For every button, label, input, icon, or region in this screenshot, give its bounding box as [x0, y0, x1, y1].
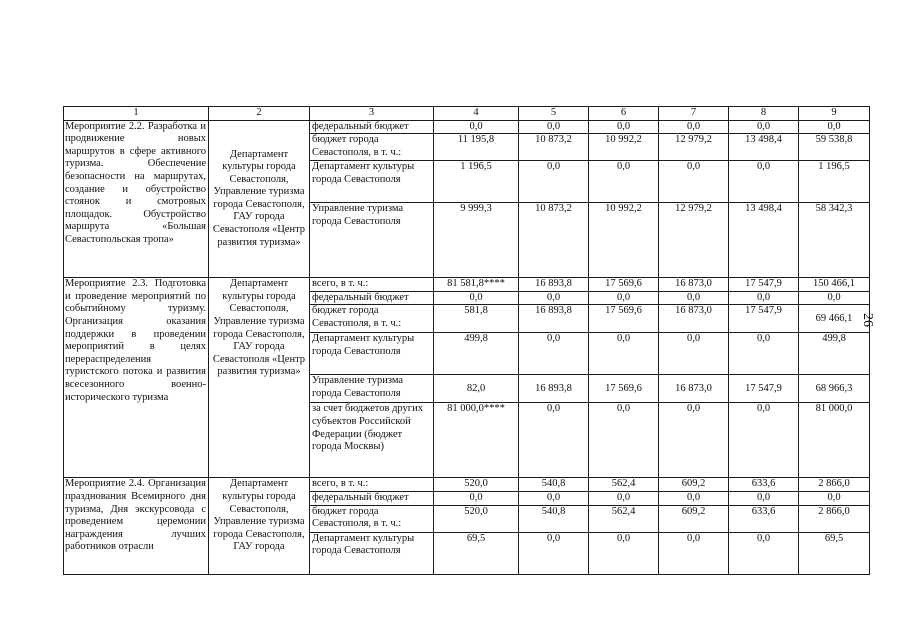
value-cell: 69 466,1 [799, 305, 870, 333]
value-cell: 0,0 [729, 532, 799, 574]
value-cell: 81 581,8**** [434, 278, 519, 292]
header-cell: 2 [209, 107, 310, 121]
funding-source: всего, в т. ч.: [310, 278, 434, 292]
value-cell: 0,0 [589, 491, 659, 505]
table-row [64, 478, 870, 492]
value-cell: 0,0 [434, 291, 519, 305]
value-cell: 0,0 [589, 403, 659, 478]
funding-source: Департамент культуры города Севастополя [310, 532, 434, 574]
value-cell: 2 866,0 [799, 505, 870, 532]
value-cell: 581,8 [434, 305, 519, 333]
value-cell: 12 979,2 [659, 203, 729, 278]
value-cell: 13 498,4 [729, 134, 799, 161]
value-cell: 0,0 [589, 291, 659, 305]
value-cell: 633,6 [729, 478, 799, 492]
header-cell: 4 [434, 107, 519, 121]
value-cell: 609,2 [659, 478, 729, 492]
value-cell: 0,0 [659, 120, 729, 134]
funding-source: федеральный бюджет [310, 120, 434, 134]
value-cell: 9 999,3 [434, 203, 519, 278]
value-cell: 13 498,4 [729, 203, 799, 278]
value-cell: 0,0 [519, 333, 589, 375]
funding-source: бюджет города Севастополя, в т. ч.: [310, 305, 434, 333]
value-cell: 69,5 [434, 532, 519, 574]
value-cell: 0,0 [434, 491, 519, 505]
value-cell: 11 195,8 [434, 134, 519, 161]
value-cell: 10 992,2 [589, 134, 659, 161]
measure-2-4-executor: Департамент культуры города Севастополя, Управление туризма города Севастополя, ГАУ города [209, 478, 310, 574]
table-row [64, 278, 870, 292]
header-cell: 9 [799, 107, 870, 121]
funding-source: за счет бюджетов других субъектов Российской Федерации (бюджет города Москвы) [310, 403, 434, 478]
value-cell: 0,0 [659, 403, 729, 478]
value-cell: 0,0 [589, 120, 659, 134]
value-cell: 16 873,0 [659, 305, 729, 333]
value-cell: 0,0 [434, 120, 519, 134]
value-cell: 17 547,9 [729, 375, 799, 403]
value-cell: 0,0 [589, 333, 659, 375]
header-row [64, 107, 870, 121]
value-cell: 0,0 [729, 291, 799, 305]
budget-table [63, 106, 870, 575]
measure-2-2-executor: Департамент культуры города Севастополя, Управление туризма города Севастополя, ГАУ города Севастополя «Центр развития туризма» [209, 120, 310, 278]
header-cell: 5 [519, 107, 589, 121]
funding-source: бюджет города Севастополя, в т. ч.: [310, 134, 434, 161]
value-cell: 0,0 [729, 403, 799, 478]
value-cell: 540,8 [519, 478, 589, 492]
value-cell: 16 893,8 [519, 375, 589, 403]
header-cell: 3 [310, 107, 434, 121]
value-cell: 0,0 [519, 491, 589, 505]
value-cell: 17 569,6 [589, 278, 659, 292]
header-cell: 6 [589, 107, 659, 121]
funding-source: Департамент культуры города Севастополя [310, 333, 434, 375]
value-cell: 58 342,3 [799, 203, 870, 278]
value-cell: 0,0 [519, 161, 589, 203]
value-cell: 609,2 [659, 505, 729, 532]
value-cell: 520,0 [434, 505, 519, 532]
measure-2-3-executor: Департамент культуры города Севастополя, Управление туризма города Севастополя, ГАУ города Севастополя «Центр развития туризма» [209, 278, 310, 478]
value-cell: 81 000,0 [799, 403, 870, 478]
value-cell: 17 569,6 [589, 305, 659, 333]
value-cell: 0,0 [729, 161, 799, 203]
measure-2-4-title: Мероприятие 2.4. Организация празднования Всемирного дня туризма, Дня экскурсовода с проведением церемонии награждения лучших работников отрасли [64, 478, 209, 574]
measure-2-3-title: Мероприятие 2.3. Подготовка и проведение мероприятий по событийному туризму. Организация оказания поддержки в проведении мероприятий в целях перераспределения туристского потока и развития всесезонного военно-исторического туризма [64, 278, 209, 478]
value-cell: 0,0 [729, 120, 799, 134]
value-cell: 0,0 [519, 532, 589, 574]
value-cell: 562,4 [589, 505, 659, 532]
page-number: 26 [860, 313, 875, 327]
value-cell: 0,0 [589, 161, 659, 203]
value-cell: 0,0 [659, 333, 729, 375]
funding-source: всего, в т. ч.: [310, 478, 434, 492]
value-cell: 2 866,0 [799, 478, 870, 492]
header-cell: 7 [659, 107, 729, 121]
value-cell: 16 873,0 [659, 278, 729, 292]
value-cell: 12 979,2 [659, 134, 729, 161]
value-cell: 17 569,6 [589, 375, 659, 403]
value-cell: 0,0 [729, 333, 799, 375]
value-cell: 10 992,2 [589, 203, 659, 278]
value-cell: 16 893,8 [519, 278, 589, 292]
value-cell: 16 873,0 [659, 375, 729, 403]
funding-source: бюджет города Севастополя, в т. ч.: [310, 505, 434, 532]
value-cell: 16 893,8 [519, 305, 589, 333]
funding-source: Департамент культуры города Севастополя [310, 161, 434, 203]
value-cell: 17 547,9 [729, 278, 799, 292]
funding-source: Управление туризма города Севастополя [310, 375, 434, 403]
funding-source: федеральный бюджет [310, 491, 434, 505]
table-row [64, 120, 870, 134]
value-cell: 0,0 [659, 491, 729, 505]
value-cell: 633,6 [729, 505, 799, 532]
value-cell: 81 000,0**** [434, 403, 519, 478]
value-cell: 150 466,1 [799, 278, 870, 292]
value-cell: 10 873,2 [519, 203, 589, 278]
value-cell: 1 196,5 [799, 161, 870, 203]
value-cell: 0,0 [659, 291, 729, 305]
value-cell: 0,0 [519, 291, 589, 305]
value-cell: 520,0 [434, 478, 519, 492]
value-cell: 0,0 [799, 291, 870, 305]
value-cell: 0,0 [589, 532, 659, 574]
funding-source: федеральный бюджет [310, 291, 434, 305]
value-cell: 1 196,5 [434, 161, 519, 203]
value-cell: 0,0 [799, 120, 870, 134]
header-cell: 1 [64, 107, 209, 121]
value-cell: 82,0 [434, 375, 519, 403]
value-cell: 17 547,9 [729, 305, 799, 333]
value-cell: 59 538,8 [799, 134, 870, 161]
value-cell: 0,0 [519, 403, 589, 478]
value-cell: 0,0 [799, 491, 870, 505]
value-cell: 0,0 [659, 532, 729, 574]
measure-2-2-title: Мероприятие 2.2. Разработка и продвижение новых маршрутов в сфере активного туризма. Обеспечение безопасности на маршрутах, создание и обустройство стоянок и смотровых площадок. Обустройство маршрута «Большая Севастопольская тропа» [64, 120, 209, 278]
funding-source: Управление туризма города Севастополя [310, 203, 434, 278]
value-cell: 0,0 [659, 161, 729, 203]
value-cell: 10 873,2 [519, 134, 589, 161]
value-cell: 0,0 [519, 120, 589, 134]
value-cell: 499,8 [434, 333, 519, 375]
value-cell: 499,8 [799, 333, 870, 375]
value-cell: 0,0 [729, 491, 799, 505]
header-cell: 8 [729, 107, 799, 121]
value-cell: 69,5 [799, 532, 870, 574]
value-cell: 540,8 [519, 505, 589, 532]
value-cell: 68 966,3 [799, 375, 870, 403]
value-cell: 562,4 [589, 478, 659, 492]
